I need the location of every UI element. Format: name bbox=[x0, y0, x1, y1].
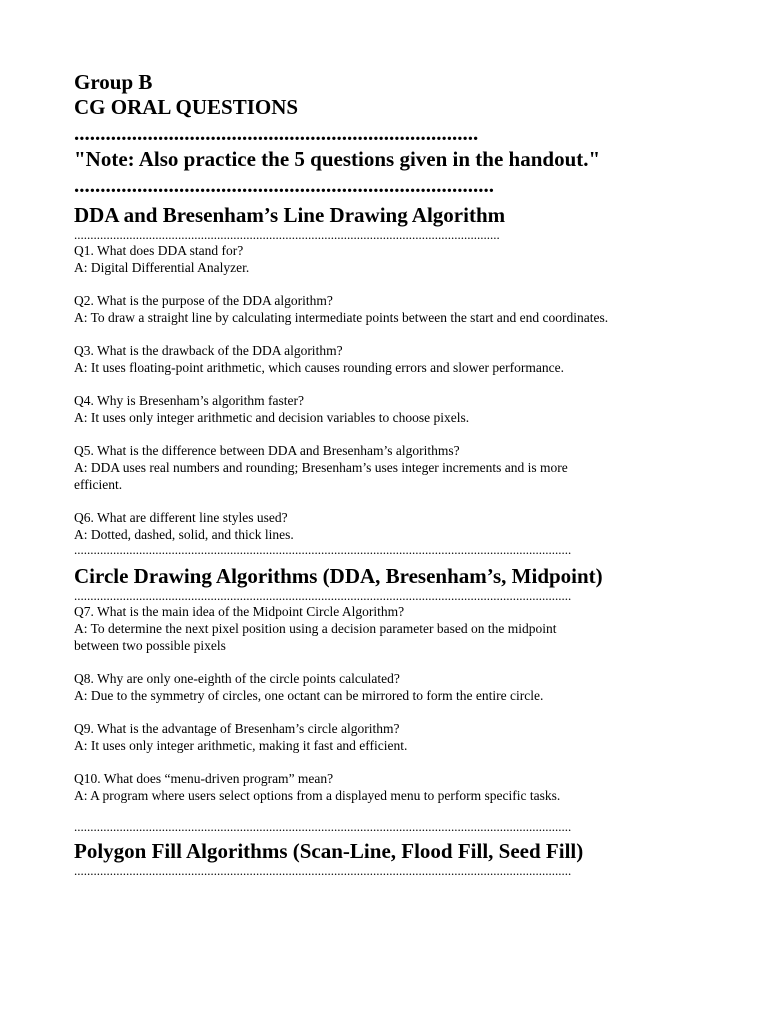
dotted-separator: ......................................................................................................................................................... bbox=[74, 543, 572, 557]
dotted-separator: ......................................................................................................................................................... bbox=[74, 820, 572, 834]
answer: A: To draw a straight line by calculating intermediate points between the start and end coordinates. bbox=[74, 310, 609, 325]
document-page bbox=[74, 70, 674, 878]
answer: A: It uses floating-point arithmetic, which causes rounding errors and slower performance. bbox=[74, 360, 564, 375]
answer: A: Due to the symmetry of circles, one octant can be mirrored to form the entire circle. bbox=[74, 688, 544, 703]
note-text: "Note: Also practice the 5 questions given in the handout." bbox=[74, 147, 601, 171]
dotted-separator: ................................................................................................................................... bbox=[74, 228, 500, 242]
qa-item bbox=[74, 603, 674, 654]
question: Q6. What are different line styles used? bbox=[74, 510, 288, 525]
answer: A: It uses only integer arithmetic, making it fast and efficient. bbox=[74, 738, 408, 753]
qa-item bbox=[74, 242, 674, 276]
qa-item bbox=[74, 770, 674, 804]
qa-item bbox=[74, 292, 674, 326]
section-title-circle-drawing: Circle Drawing Algorithms (DDA, Bresenham’s, Midpoint) bbox=[74, 564, 603, 588]
qa-item bbox=[74, 670, 674, 704]
answer: A: To determine the next pixel position using a decision parameter based on the midpoint between two possible pixels bbox=[74, 621, 557, 653]
section-title-dda-bresenham: DDA and Bresenham’s Line Drawing Algorithm bbox=[74, 203, 506, 227]
qa-item bbox=[74, 509, 674, 543]
section-title-polygon-fill: Polygon Fill Algorithms (Scan-Line, Flood Fill, Seed Fill) bbox=[74, 839, 584, 863]
qa-item bbox=[74, 442, 674, 493]
question: Q5. What is the difference between DDA and Bresenham’s algorithms? bbox=[74, 443, 460, 458]
answer: A: Dotted, dashed, solid, and thick lines. bbox=[74, 527, 294, 542]
dotted-separator: ......................................................................................................................................................... bbox=[74, 589, 572, 603]
qa-item bbox=[74, 392, 674, 426]
document-title: CG ORAL QUESTIONS bbox=[74, 95, 299, 119]
answer: A: It uses only integer arithmetic and decision variables to choose pixels. bbox=[74, 410, 470, 425]
qa-item bbox=[74, 342, 674, 376]
qa-list bbox=[74, 603, 674, 804]
group-heading: Group B bbox=[74, 70, 153, 94]
question: Q9. What is the advantage of Bresenham’s circle algorithm? bbox=[74, 721, 400, 736]
question: Q8. Why are only one-eighth of the circle points calculated? bbox=[74, 671, 400, 686]
question: Q1. What does DDA stand for? bbox=[74, 243, 244, 258]
dotted-separator: ................................................................................ bbox=[74, 173, 494, 197]
question: Q3. What is the drawback of the DDA algorithm? bbox=[74, 343, 343, 358]
question: Q10. What does “menu-driven program” mean? bbox=[74, 771, 334, 786]
question: Q4. Why is Bresenham’s algorithm faster? bbox=[74, 393, 304, 408]
dotted-separator: ............................................................................. bbox=[74, 121, 479, 145]
answer: A: DDA uses real numbers and rounding; Bresenham’s uses integer increments and is more efficient. bbox=[74, 460, 568, 492]
question: Q2. What is the purpose of the DDA algorithm? bbox=[74, 293, 333, 308]
dotted-separator: ......................................................................................................................................................... bbox=[74, 864, 572, 878]
question: Q7. What is the main idea of the Midpoint Circle Algorithm? bbox=[74, 604, 405, 619]
answer: A: Digital Differential Analyzer. bbox=[74, 260, 250, 275]
qa-list bbox=[74, 242, 674, 543]
qa-item bbox=[74, 720, 674, 754]
answer: A: A program where users select options from a displayed menu to perform specific tasks. bbox=[74, 788, 561, 803]
